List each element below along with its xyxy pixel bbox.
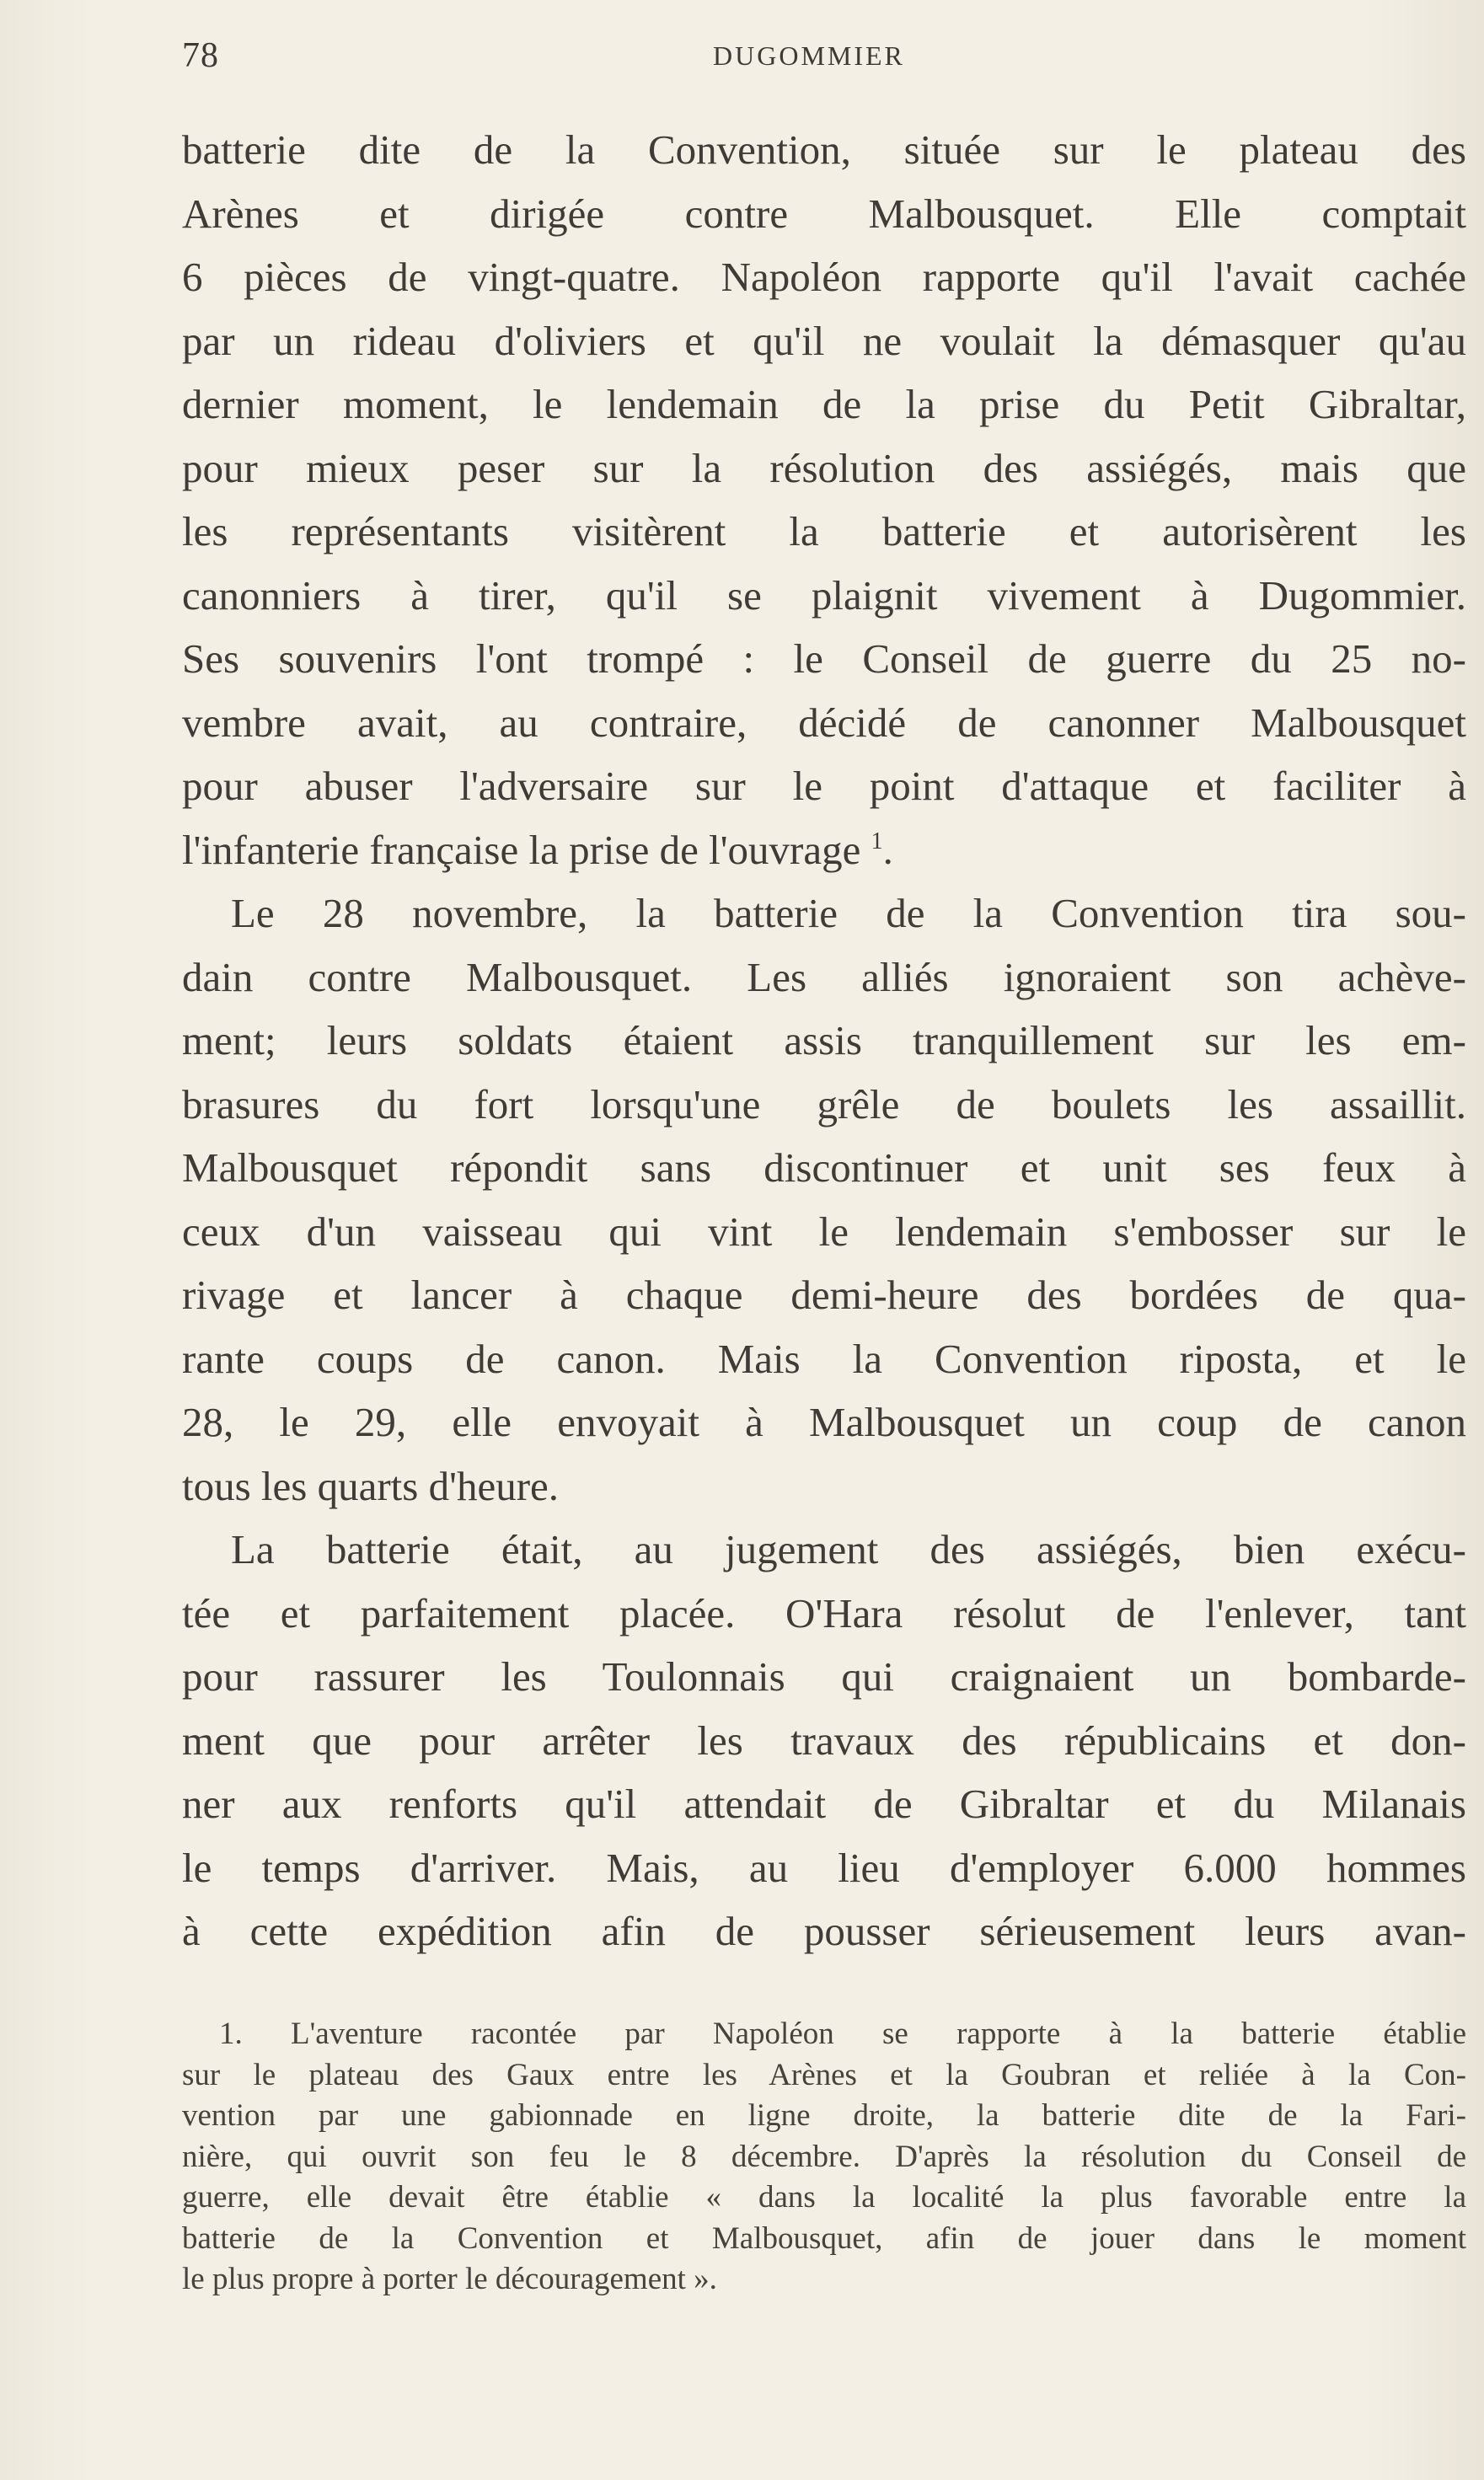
running-title: DUGOMMIER	[713, 40, 905, 71]
text-line: 28, le 29, elle envoyait à Malbousquet un coup de canon	[182, 1399, 1466, 1445]
main-text	[182, 118, 1466, 1963]
text-line: pour rassurer les Toulonnais qui craignaient un bombarde-	[182, 1653, 1466, 1700]
text-line: Arènes et dirigée contre Malbousquet. Elle comptait	[182, 190, 1466, 237]
text-line: vembre avait, au contraire, décidé de canonner Malbousquet	[182, 699, 1466, 746]
text-line: ner aux renforts qu'il attendait de Gibraltar et du Milanais	[182, 1781, 1466, 1827]
footnote	[182, 2014, 1466, 2301]
text-line: Ses souvenirs l'ont trompé : le Conseil de guerre du 25 no-	[182, 635, 1466, 682]
paragraph-start: Le 28 novembre, la batterie de la Convention tira sou-	[231, 890, 1466, 936]
text-line: rivage et lancer à chaque demi-heure des bordées de qua-	[182, 1272, 1466, 1318]
text-line: à cette expédition afin de pousser sérieusement leurs avan-	[182, 1908, 1466, 1954]
text-line: ceux d'un vaisseau qui vint le lendemain s'embosser sur le	[182, 1208, 1466, 1255]
text-line: tée et parfaitement placée. O'Hara résolut de l'enlever, tant	[182, 1589, 1466, 1636]
page-number: 78	[182, 36, 219, 75]
text-line: pour abuser l'adversaire sur le point d'attaque et faciliter à	[182, 763, 1466, 809]
text-line: le temps d'arriver. Mais, au lieu d'employer 6.000 hommes	[182, 1844, 1466, 1891]
text-line-with-footnote	[182, 818, 1466, 882]
text-line: rante coups de canon. Mais la Convention riposta, et le	[182, 1335, 1466, 1382]
footnote-line: le plus propre à porter le découragement ».	[182, 2262, 717, 2296]
text-line: brasures du fort lorsqu'une grêle de boulets les assaillit.	[182, 1080, 1466, 1128]
paragraph-start: La batterie était, au jugement des assiégés, bien exécu-	[231, 1526, 1466, 1572]
text-line: canonniers à tirer, qu'il se plaignit vivement à Dugommier.	[182, 571, 1466, 619]
text-line: 6 pièces de vingt-quatre. Napoléon rapporte qu'il l'avait cachée	[182, 254, 1466, 300]
footnote-line: sur le plateau des Gaux entre les Arènes et la Goubran et reliée à la Con-	[182, 2057, 1466, 2092]
footnote-marker: 1	[871, 828, 883, 854]
footnote-line: nière, qui ouvrit son feu le 8 décembre. D'après la résolution du Conseil de	[182, 2139, 1466, 2174]
text-line-end: .	[882, 826, 893, 873]
page-header	[182, 35, 1480, 94]
text-line: les représentants visitèrent la batterie et autorisèrent les	[182, 508, 1466, 554]
text-line-content: l'infanterie française la prise de l'ouvrage	[182, 826, 861, 873]
text-line: dernier moment, le lendemain de la prise du Petit Gibraltar,	[182, 381, 1466, 427]
text-line: par un rideau d'oliviers et qu'il ne voulait la démasquer qu'au	[182, 317, 1466, 364]
text-line: Malbousquet répondit sans discontinuer et unit ses feux à	[182, 1144, 1466, 1191]
text-line: batterie dite de la Convention, située sur le plateau des	[182, 126, 1466, 173]
text-line: ment que pour arrêter les travaux des républicains et don-	[182, 1717, 1466, 1764]
footnote-line: guerre, elle devait être établie « dans la localité la plus favorable entre la	[182, 2180, 1466, 2215]
footnote-line: batterie de la Convention et Malbousquet, afin de jouer dans le moment	[182, 2220, 1466, 2256]
footnote-line: 1. L'aventure racontée par Napoléon se rapporte à la batterie établie	[219, 2017, 1466, 2051]
text-line: dain contre Malbousquet. Les alliés ignoraient son achève-	[182, 953, 1466, 1000]
text-line: pour mieux peser sur la résolution des assiégés, mais que	[182, 444, 1466, 491]
footnote-line: vention par une gabionnade en ligne droite, la batterie dite de la Fari-	[182, 2098, 1466, 2133]
text-line: tous les quarts d'heure.	[182, 1462, 560, 1509]
text-line: ment; leurs soldats étaient assis tranquillement sur les em-	[182, 1017, 1466, 1063]
